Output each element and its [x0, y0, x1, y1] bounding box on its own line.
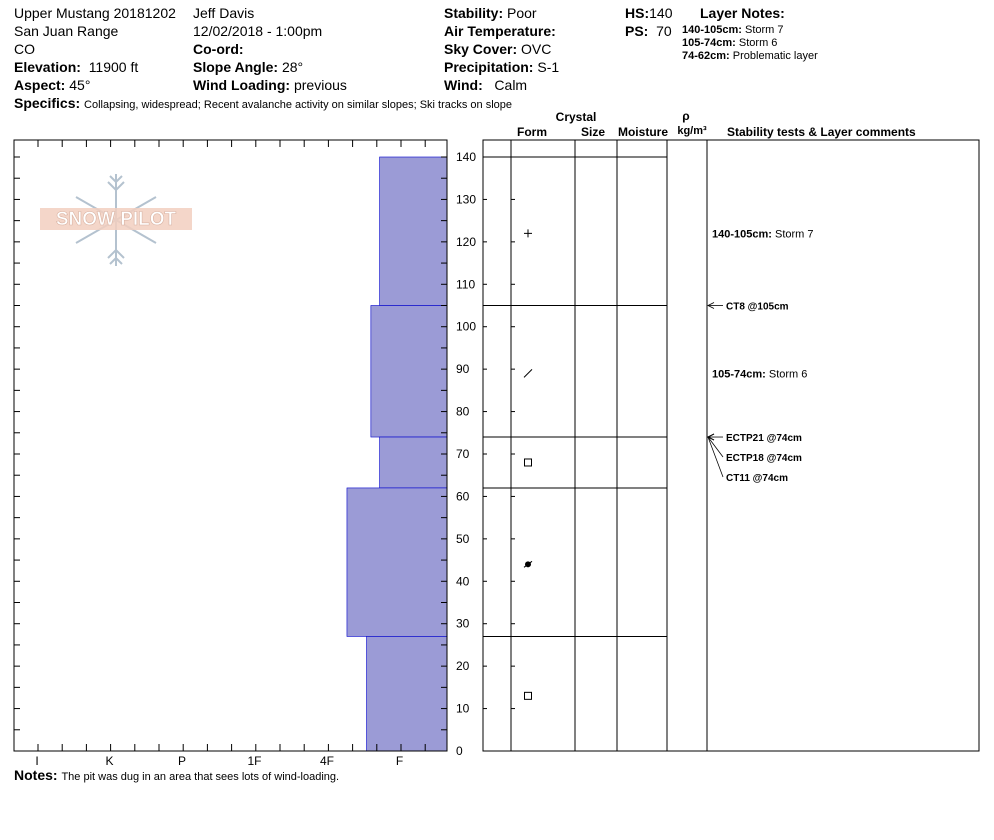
hardness-tick-label: I — [35, 754, 39, 768]
wind-value: Calm — [494, 77, 528, 93]
crystal-slash-symbol — [524, 369, 532, 377]
layer-notes-label: Layer Notes: — [700, 5, 785, 21]
hardness-tick-label: 1F — [247, 754, 262, 768]
aspect-label: Aspect: — [14, 77, 66, 93]
stability-test-label: CT11 @74cm — [726, 473, 789, 485]
col-header-density-unit: kg/m³ — [677, 125, 707, 137]
observer: Jeff Davis — [193, 5, 255, 21]
stability-test-label: ECTP21 @74cm — [726, 433, 802, 445]
col-header-crystal: Crystal — [555, 110, 597, 124]
wind-loading-label: Wind Loading: — [193, 77, 291, 93]
wind-label: Wind: — [444, 77, 483, 93]
slope-label: Slope Angle: — [193, 59, 279, 75]
state: CO — [14, 41, 35, 57]
crystal-square-symbol — [525, 459, 532, 466]
aspect-value: 45° — [69, 77, 91, 93]
hardness-bar — [371, 306, 447, 438]
slope-value: 28° — [281, 59, 304, 75]
hardness-tick-label: F — [395, 754, 404, 768]
specifics-value: Collapsing, widespread; Recent avalanche activity on similar slopes; Ski tracks on slope — [84, 99, 513, 111]
depth-tick-label: 130 — [456, 192, 477, 207]
layer-note-3: 74-62cm: Problematic layer — [682, 50, 818, 62]
depth-tick-label: 40 — [456, 574, 470, 589]
sky-value: OVC — [521, 41, 552, 57]
hardness-tick-label: P — [177, 754, 187, 768]
specifics-label: Specifics: — [14, 95, 81, 111]
stability-test-arrow — [708, 437, 723, 457]
layer-note-2: 105-74cm: Storm 6 — [682, 37, 778, 49]
col-header-comments: Stability tests & Layer comments — [727, 125, 916, 139]
notes-label: Notes: — [14, 767, 58, 783]
ps-label: PS: — [625, 23, 649, 39]
layer-note-1: 140-105cm: Storm 7 — [682, 24, 784, 36]
wind-loading-value: previous — [293, 77, 347, 93]
coord-label: Co-ord: — [193, 41, 244, 57]
col-header-moisture: Moisture — [617, 125, 669, 139]
layer-comment: 140-105cm: Storm 7 — [712, 228, 814, 241]
sky-label: Sky Cover: — [444, 41, 518, 57]
depth-tick-label: 110 — [456, 277, 476, 292]
hardness-tick-label: K — [105, 754, 114, 768]
stability-test-arrow — [708, 437, 723, 477]
logo-text: SNOW PILOT — [55, 209, 177, 230]
layer-comment: 105-74cm: Storm 6 — [712, 368, 808, 381]
stability-test-label: ECTP18 @74cm — [726, 453, 802, 465]
air-temp-label: Air Temperature: — [444, 23, 556, 39]
depth-tick-label: 100 — [456, 319, 477, 334]
stability-test-label: CT8 @105cm — [726, 301, 789, 313]
hardness-bar — [367, 636, 447, 751]
datetime: 12/02/2018 - 1:00pm — [193, 23, 323, 39]
depth-tick-label: 90 — [456, 362, 470, 377]
depth-tick-label: 140 — [456, 150, 477, 164]
precip-label: Precipitation: — [444, 59, 534, 75]
crystal-square-symbol — [525, 692, 532, 699]
elevation-label: Elevation: — [14, 59, 81, 75]
hardness-bar — [380, 437, 447, 488]
hardness-bar — [347, 488, 447, 637]
notes-value: The pit was dug in an area that sees lots of wind-loading. — [61, 771, 340, 783]
hs-value: 140 — [649, 5, 673, 21]
stability-value: Poor — [507, 5, 537, 21]
depth-tick-label: 0 — [456, 744, 463, 758]
ps-value: 70 — [656, 23, 672, 39]
col-header-rho: ρ — [682, 109, 690, 123]
depth-tick-label: 60 — [456, 489, 470, 504]
precip-value: S-1 — [537, 59, 560, 75]
hardness-tick-label: 4F — [319, 754, 335, 768]
depth-tick-label: 10 — [456, 701, 470, 716]
hardness-bar — [380, 157, 447, 306]
elevation-value: 11900 ft — [88, 59, 139, 75]
range: San Juan Range — [14, 23, 119, 39]
col-header-size: Size — [580, 125, 606, 139]
location: Upper Mustang 20181202 — [14, 5, 176, 21]
snowpilot-logo — [38, 172, 194, 268]
depth-tick-label: 120 — [456, 234, 477, 249]
depth-tick-label: 50 — [456, 531, 470, 546]
depth-tick-label: 30 — [456, 616, 470, 631]
depth-tick-label: 20 — [456, 659, 470, 674]
col-header-form: Form — [517, 125, 547, 139]
depth-tick-label: 70 — [456, 447, 470, 461]
depth-tick-label: 80 — [456, 404, 470, 419]
hs-label: HS: — [625, 5, 650, 21]
stability-label: Stability: — [444, 5, 504, 21]
